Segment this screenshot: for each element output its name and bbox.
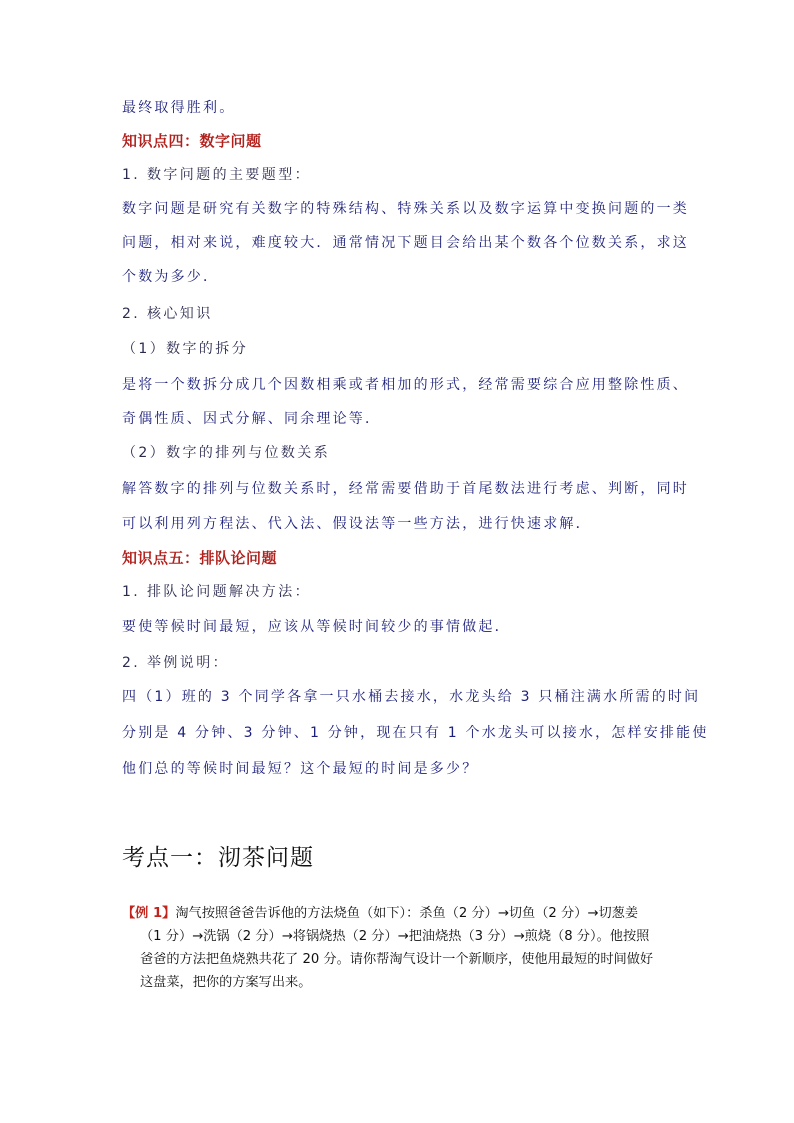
paragraph-line: 数字问题是研究有关数字的特殊结构、特殊关系以及数字运算中变换问题的一类 <box>122 201 689 217</box>
paragraph-line: 可以利用列方程法、代入法、假设法等一些方法，进行快速求解． <box>122 516 592 532</box>
example-tag: 【例 1】 <box>122 906 176 921</box>
text-line: （1）数字的拆分 <box>122 341 249 357</box>
paragraph-line: 四（1）班的 3 个同学各拿一只水桶去接水，水龙头给 3 只桶注满水所需的时间 <box>122 689 701 705</box>
paragraph-line: 分别是 4 分钟、3 分钟、1 分钟，现在只有 1 个水龙头可以接水，怎样安排能使 <box>122 725 709 741</box>
paragraph-line: 要使等候时间最短，应该从等候时间较少的事情做起． <box>122 619 511 635</box>
paragraph-line: 他们总的等候时间最短？这个最短的时间是多少？ <box>122 761 479 777</box>
text-line: 1. 数字问题的主要题型： <box>122 167 312 183</box>
heading-knowledge-point-5: 知识点五：排队论问题 <box>122 549 278 567</box>
paragraph-line: 是将一个数拆分成几个因数相乘或者相加的形式，经常需要综合应用整除性质、 <box>122 377 689 393</box>
text-line: 2. 核心知识 <box>122 306 213 322</box>
paragraph-line: 奇偶性质、因式分解、同余理论等． <box>122 411 382 427</box>
paragraph-line: 个数为多少． <box>122 269 220 285</box>
example-text: （1 分）→洗锅（2 分）→将锅烧热（2 分）→把油烧热（3 分）→煎烧（8 分）。他按照 <box>140 929 650 944</box>
heading-knowledge-point-4: 知识点四：数字问题 <box>122 132 262 150</box>
text-line: 最终取得胜利。 <box>122 100 236 116</box>
section-title: 考点一：沏茶问题 <box>122 845 314 871</box>
example-first-line <box>122 902 682 925</box>
text-line: （2）数字的排列与位数关系 <box>122 445 331 461</box>
example-text: 淘气按照爸爸告诉他的方法烧鱼（如下）：杀鱼（2 分）→切鱼（2 分）→切葱姜 <box>175 906 639 921</box>
text-line: 2. 举例说明： <box>122 655 230 671</box>
text-line: 1. 排队论问题解决方法： <box>122 584 312 600</box>
example-text: 这盘菜，把你的方案写出来。 <box>140 975 312 990</box>
example-block <box>122 902 682 994</box>
paragraph-line: 问题，相对来说，难度较大．通常情况下题目会给出某个数各个位数关系，求这 <box>122 235 689 251</box>
example-text: 爸爸的方法把鱼烧熟共花了 20 分。请你帮淘气设计一个新顺序，使他用最短的时间做好 <box>140 952 654 967</box>
paragraph-line: 解答数字的排列与位数关系时，经常需要借助于首尾数法进行考虑、判断，同时 <box>122 481 689 497</box>
